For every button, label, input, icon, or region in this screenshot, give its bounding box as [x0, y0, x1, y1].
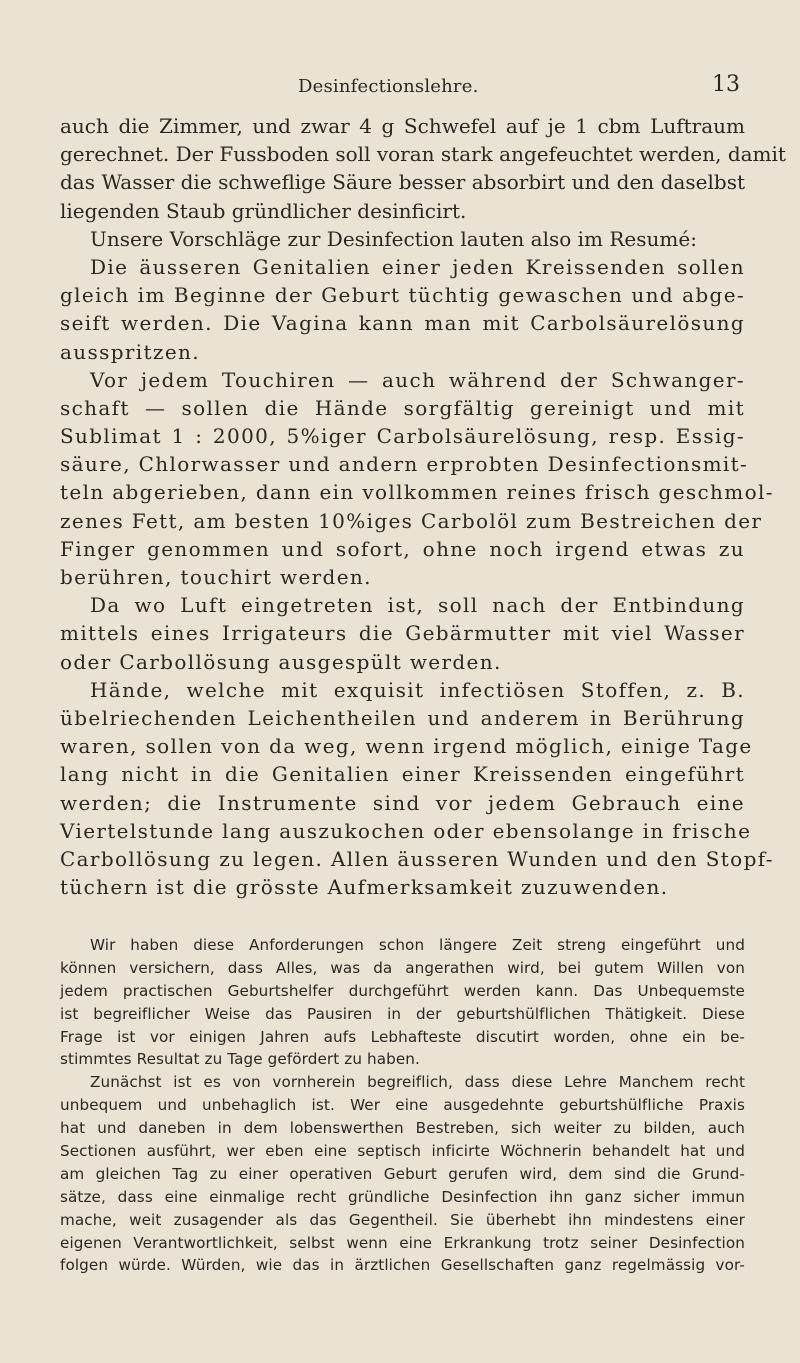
small-text-line: eigenen Verantwortlichkeit, selbst wenn eine Erkrankung trotz seiner Desinfection — [60, 1233, 745, 1252]
running-title: Desinfectionslehre. — [298, 76, 479, 97]
page-number: 13 — [712, 72, 740, 97]
small-text-line: Frage ist vor einigen Jahren aufs Lebhafteste discutirt worden, ohne ein be- — [60, 1027, 745, 1046]
text-line: Da wo Luft eingetreten ist, soll nach der Entbindung — [90, 593, 745, 618]
text-line: übelriechenden Leichentheilen und anderem in Berührung — [60, 705, 745, 730]
main-text — [60, 112, 786, 901]
small-text-line: mache, weit zusagender als das Gegentheil. Sie überhebt ihn mindestens einer — [60, 1210, 745, 1229]
small-text-line: am gleichen Tag zu einer operativen Geburt gerufen wird, dem sind die Grund- — [60, 1164, 745, 1183]
text-line: Die äusseren Genitalien einer jeden Kreissenden sollen — [90, 254, 745, 279]
small-print-text — [60, 934, 745, 1277]
page-header — [0, 72, 800, 106]
text-line: liegenden Staub gründlicher desinficirt. — [60, 198, 467, 223]
text-line: gleich im Beginne der Geburt tüchtig gewaschen und abge- — [60, 283, 745, 308]
text-line: werden; die Instrumente sind vor jedem Gebrauch eine — [60, 790, 745, 815]
text-line: waren, sollen von da weg, wenn irgend möglich, einige Tage — [60, 734, 753, 759]
text-line: das Wasser die schweflige Säure besser absorbirt und den daselbst — [60, 170, 745, 195]
text-line: Sublimat 1 : 2000, 5%iger Carbolsäurelösung, resp. Essig- — [60, 424, 745, 449]
small-text-line: unbequem und unbehaglich ist. Wer eine ausgedehnte geburtshülfliche Praxis — [60, 1096, 745, 1115]
small-text-line: sätze, dass eine einmalige recht gründliche Desinfection ihn ganz sicher immun — [60, 1187, 745, 1206]
text-line: Finger genommen und sofort, ohne noch irgend etwas zu — [60, 536, 745, 561]
text-line: Vor jedem Touchiren — auch während der Schwanger- — [90, 367, 745, 392]
small-text-line: können versichern, dass Alles, was da angerathen wird, bei gutem Willen von — [60, 958, 745, 977]
small-text-line: Zunächst ist es von vornherein begreiflich, dass diese Lehre Manchem recht — [90, 1073, 745, 1092]
text-line: lang nicht in die Genitalien einer Kreissenden eingeführt — [60, 762, 745, 787]
text-line: berühren, touchirt werden. — [60, 565, 372, 589]
small-text-line: folgen würde. Würden, wie das in ärztlichen Gesellschaften ganz regelmässig vor- — [60, 1256, 745, 1275]
text-line: zenes Fett, am besten 10%iges Carbolöl zum Bestreichen der — [60, 508, 763, 533]
small-text-line: Wir haben diese Anforderungen schon längere Zeit streng eingeführt und — [90, 936, 745, 954]
small-text-line: hat und daneben in dem lobenswerthen Bestreben, sich weiter zu bilden, auch — [60, 1119, 745, 1138]
text-line: auch die Zimmer, und zwar 4 g Schwefel auf je 1 cbm Luftraum — [60, 114, 745, 138]
small-text-line: ist begreiflicher Weise das Pausiren in der geburtshülflichen Thätigkeit. Diese — [60, 1004, 745, 1023]
text-line: mittels eines Irrigateurs die Gebärmutter mit viel Wasser — [60, 621, 745, 646]
text-line: teln abgerieben, dann ein vollkommen reines frisch geschmol- — [60, 480, 774, 505]
small-text-line: Sectionen ausführt, wer eben eine septisch inficirte Wöchnerin behandelt hat und — [60, 1142, 745, 1161]
text-line: Viertelstunde lang auszukochen oder ebensolange in frische — [60, 818, 752, 843]
small-text-line: jedem practischen Geburtshelfer durchgeführt werden kann. Das Unbequemste — [60, 981, 745, 1000]
text-line: seift werden. Die Vagina kann man mit Carbolsäurelösung — [60, 311, 745, 336]
text-line: gerechnet. Der Fussboden soll voran stark angefeuchtet werden, damit — [60, 142, 786, 167]
small-text-line: stimmtes Resultat zu Tage gefördert zu haben. — [60, 1050, 420, 1069]
text-line: Hände, welche mit exquisit infectiösen Stoffen, z. B. — [90, 677, 745, 702]
text-line: ausspritzen. — [60, 339, 200, 364]
text-line: oder Carbollösung ausgespült werden. — [60, 649, 502, 674]
text-line: Carbollösung zu legen. Allen äusseren Wunden und den Stopf- — [60, 846, 774, 871]
text-line: säure, Chlorwasser und andern erprobten Desinfectionsmit- — [60, 452, 749, 477]
text-line: tüchern ist die grösste Aufmerksamkeit zuzuwenden. — [60, 875, 669, 900]
text-line: Unsere Vorschläge zur Desinfection lauten also im Resumé: — [90, 226, 697, 251]
text-line: schaft — sollen die Hände sorgfältig gereinigt und mit — [60, 395, 745, 420]
